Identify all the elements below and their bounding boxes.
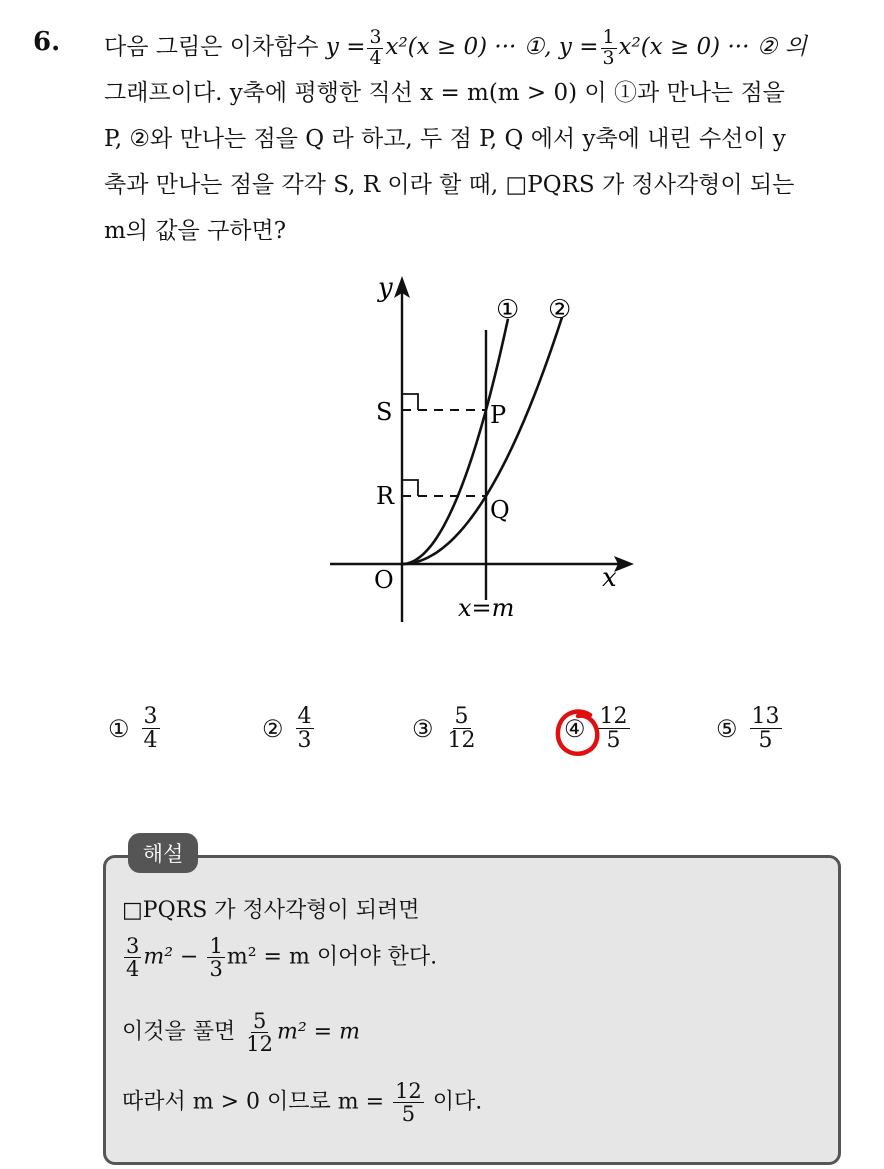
sol-fraction-3 <box>244 1010 275 1055</box>
sol-f2-num: 1 <box>209 934 223 958</box>
choice-4-den: 5 <box>606 728 621 754</box>
curve-1 <box>402 319 508 564</box>
sol-f3-num: 5 <box>252 1009 267 1033</box>
eq1-num: 3 <box>369 25 382 48</box>
choice-5[interactable] <box>716 705 784 752</box>
curve-2-label: ② <box>548 295 572 325</box>
eq1-prefix: y = <box>325 34 366 60</box>
choice-2-den: 3 <box>297 728 312 754</box>
eq1-den: 4 <box>369 46 382 69</box>
sol-f4-num: 12 <box>395 1079 422 1103</box>
eq2-num: 1 <box>602 25 615 48</box>
choice-1-den: 4 <box>143 728 158 754</box>
sol-line3-b: m² = m <box>277 1019 360 1045</box>
choice-3[interactable] <box>412 705 480 752</box>
sol-f2-den: 3 <box>209 957 223 982</box>
choice-4-mark: ④ <box>564 714 586 743</box>
sol-fraction-2 <box>207 935 224 980</box>
choice-1-mark: ① <box>108 714 130 743</box>
choice-3-fraction <box>446 705 478 752</box>
selected-answer-circle <box>550 705 610 765</box>
solution-line-3 <box>122 1010 360 1055</box>
eq2-suffix: x²(x ≥ 0) ··· ② 의 <box>618 34 807 60</box>
y-axis-label: y <box>378 273 393 303</box>
choice-5-den: 5 <box>758 728 773 754</box>
solution-line-1: □PQRS 가 정사각형이 되려면 <box>122 898 420 923</box>
sol-f1-num: 3 <box>126 934 140 958</box>
choice-5-num: 13 <box>751 704 780 729</box>
curve-1-label: ① <box>496 295 520 325</box>
curve-2 <box>402 317 562 564</box>
question-line-4: 축과 만나는 점을 각각 S, R 이라 할 때, □PQRS 가 정사각형이 되는 <box>104 172 795 198</box>
choice-4-num: 12 <box>599 704 628 729</box>
line-label: x=m <box>458 594 515 622</box>
sol-fraction-4 <box>393 1080 424 1125</box>
right-angle-R <box>402 480 418 496</box>
choice-1-num: 3 <box>143 704 158 729</box>
choice-3-num: 5 <box>454 704 469 729</box>
question-intro: 다음 그림은 이차함수 <box>104 34 319 60</box>
solution-line-2 <box>122 935 437 980</box>
sol-f1-den: 4 <box>126 957 140 982</box>
question-line-5: m의 값을 구하면? <box>104 218 287 244</box>
question-line-2: 그래프이다. y축에 평행한 직선 x = m(m > 0) 이 ①과 만나는 점을 <box>104 80 785 106</box>
choice-2-num: 4 <box>297 704 312 729</box>
solution-tab: 해설 <box>128 833 198 873</box>
sol-line4-b: 이다. <box>432 1089 483 1115</box>
sol-line4-a: 따라서 m > 0 이므로 m = <box>122 1089 385 1115</box>
eq2-den: 3 <box>602 46 615 69</box>
origin-label: O <box>374 566 394 594</box>
question-line-3: P, ②와 만나는 점을 Q 라 하고, 두 점 P, Q 에서 y축에 내린 수선이 y <box>104 126 786 152</box>
choice-3-den: 12 <box>447 728 476 754</box>
solution-line-4 <box>122 1080 482 1125</box>
choice-2-fraction <box>296 705 314 752</box>
point-P-label: P <box>490 401 507 429</box>
x-axis-label: x <box>602 563 617 593</box>
choice-5-fraction <box>750 705 782 752</box>
choice-5-mark: ⑤ <box>716 714 738 743</box>
choice-2[interactable] <box>262 705 316 752</box>
choice-1[interactable] <box>108 705 162 752</box>
sol-fraction-1 <box>124 935 141 980</box>
choice-3-mark: ③ <box>412 714 434 743</box>
sol-f3-den: 12 <box>246 1032 273 1057</box>
eq2-prefix: y = <box>558 34 599 60</box>
sol-line3-a: 이것을 풀면 <box>122 1019 236 1045</box>
choice-2-mark: ② <box>262 714 284 743</box>
sol-line2-mid: m² − <box>143 944 199 970</box>
question-number: 6. <box>33 27 61 57</box>
point-S-label: S <box>376 398 393 426</box>
choice-1-fraction <box>142 705 160 752</box>
sol-line2-end: m² = m 이어야 한다. <box>226 944 438 970</box>
sol-f4-den: 5 <box>401 1102 416 1127</box>
right-angle-S <box>402 394 418 410</box>
eq1-suffix: x²(x ≥ 0) ··· ①, <box>385 34 552 60</box>
point-R-label: R <box>376 482 395 510</box>
answer-choices <box>0 705 884 775</box>
point-Q-label: Q <box>490 496 510 524</box>
